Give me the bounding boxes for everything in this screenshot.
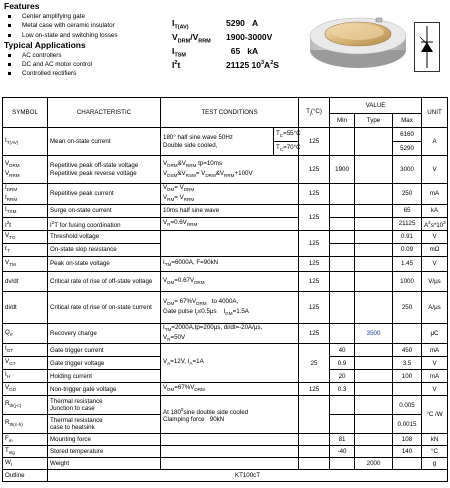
cell-type [355, 128, 393, 156]
cell-min [330, 292, 355, 324]
cell-conditions: $V_{DRM}\&V_{RRM}$ tp=10ms $V_{DSM}\&V_{RSM}=$ $V_{DRM}\&V_{RRM}+100V$ [161, 156, 299, 184]
table-row [3, 383, 448, 396]
cell-symbol: $W_t$ [3, 458, 48, 470]
feature-item: Center amplifying gate [4, 12, 214, 21]
cell-tj: 125 [299, 205, 330, 231]
application-item: DC and AC motor control [4, 60, 214, 69]
cell-type [355, 218, 393, 231]
cell-min [330, 231, 355, 244]
cell-unit: kN [422, 434, 448, 446]
cell-conditions: $V_{DM}= 67\%V_{DRM}$ to 4000A, Gate pulse $t_r\le 0.5\mu s$ $I_{GM}=1.5A$ [161, 292, 299, 324]
cell-symbol: dv/dt [3, 272, 48, 292]
cell-characteristic: Repetitive peak current [48, 184, 161, 205]
table-row [3, 324, 448, 344]
cell-characteristic: Mounting force [48, 434, 161, 446]
cell-unit: °C /W [422, 396, 448, 434]
cell-conditions: $V_R=0.6V_{RRM}$ [161, 218, 299, 231]
table-row [3, 434, 448, 446]
feature-item: Low on-state and switching losses [4, 31, 214, 40]
key-param-symbol: $I_{T(AV)}$ [172, 18, 189, 31]
thyristor-disc-photo [306, 8, 410, 75]
cell-conditions: $V_{DM}= V_{DRM}$ $V_{RM}= V_{RRM}$ [161, 184, 299, 205]
cell-max [393, 383, 422, 396]
cell-type [355, 383, 393, 396]
key-param-value: 65 kA [226, 46, 259, 56]
cell-unit: mΩ [422, 244, 448, 257]
cell-symbol: $I_{DRM}$ $I_{RRM}$ [3, 184, 48, 205]
table-row [3, 184, 448, 205]
cell-characteristic: Stored temperature [48, 446, 161, 458]
cell-max: 0.005 [393, 396, 422, 415]
cell-conditions: $V_{DM}=67\%V_{DRM}$ [161, 383, 299, 396]
cell-min [330, 324, 355, 344]
cell-type: 2000 [355, 458, 393, 470]
cell-max: 0.0015 [393, 415, 422, 434]
cell-min [330, 218, 355, 231]
cell-max: 3.5 [393, 357, 422, 370]
cell-symbol: $F_m$ [3, 434, 48, 446]
cell-characteristic: Holding current [48, 370, 161, 383]
header-characteristic: CHARACTERISTIC [48, 98, 161, 128]
cell-symbol: $Q_{rr}$ [3, 324, 48, 344]
cell-characteristic: Thermal resistance case to heatsink [48, 415, 161, 434]
cell-unit: mA [422, 370, 448, 383]
key-param-itav [172, 16, 322, 30]
cell-max: 0.09 [393, 244, 422, 257]
cell-unit: V [422, 257, 448, 272]
cell-characteristic: Threshold voltage [48, 231, 161, 244]
thyristor-symbol-icon [414, 22, 440, 72]
cell-tj: 125 [299, 292, 330, 324]
cell-unit: A/μs [422, 292, 448, 324]
cell-min: 40 [330, 344, 355, 357]
cell-tj: 125 [299, 272, 330, 292]
cell-type [355, 257, 393, 272]
cell-max: 5290 [393, 142, 422, 156]
cell-conditions: At $180^0\sin e$ double side cooled Clamping force 90kN [161, 396, 299, 434]
cell-tj [299, 446, 330, 458]
cell-tj: 125 [299, 128, 330, 156]
cell-tj: 125 [299, 324, 330, 344]
cell-tj [299, 458, 330, 470]
cell-tj [299, 434, 330, 446]
cell-symbol: Outline [3, 470, 48, 482]
cell-min [330, 257, 355, 272]
header-test-conditions: TEST CONDITIONS [161, 98, 299, 128]
cell-symbol: $V_{TO}$ [3, 231, 48, 244]
cell-type [355, 244, 393, 257]
cell-max: 0.91 [393, 231, 422, 244]
cell-symbol: $V_{GD}$ [3, 383, 48, 396]
cell-symbol: $I_{TSM}$ [3, 205, 48, 218]
cell-max: 140 [393, 446, 422, 458]
cell-conditions: 10ms half sine wave [161, 205, 299, 218]
cell-min: 0.9 [330, 357, 355, 370]
cell-unit: V [422, 231, 448, 244]
cell-conditions: $V_{DM}=0.67V_{DRM}$ [161, 272, 299, 292]
cell-symbol: $I^2t$ [3, 218, 48, 231]
cell-min: 20 [330, 370, 355, 383]
header-value: VALUE [330, 98, 422, 114]
table-row [3, 231, 448, 244]
cell-conditions: 180° half sine wave 50Hz Double side cooled, [161, 128, 274, 156]
features-title: Features [4, 1, 40, 11]
header-tj: $T_j(^\circ C)$ [299, 98, 330, 128]
cell-characteristic: Non-trigger gate voltage [48, 383, 161, 396]
cell-case-temp: $T_C=55^\circ C$ [274, 128, 299, 142]
key-param-symbol: $I_{TSM}$ [172, 46, 186, 59]
cell-tj [299, 396, 330, 434]
application-item: Controlled rectifiers [4, 69, 214, 78]
cell-symbol: $R_{th(j-c)}$ [3, 396, 48, 415]
cell-max: 1000 [393, 272, 422, 292]
cell-max: 250 [393, 292, 422, 324]
cell-symbol: $R_{th(c-h)}$ [3, 415, 48, 434]
cell-conditions: $V_A=12V$, $I_A=1A$ [161, 344, 299, 383]
table-row [3, 344, 448, 357]
key-param-symbol: $I^2t$ [172, 60, 181, 70]
cell-tj: 125 [299, 156, 330, 184]
table-row [3, 396, 448, 415]
cell-min [330, 184, 355, 205]
applications-title: Typical Applications [4, 39, 86, 50]
cell-unit: mA [422, 344, 448, 357]
cell-type [355, 415, 393, 434]
header-max: Max [393, 114, 422, 128]
table-header-row [3, 98, 448, 114]
cell-characteristic: Critical rate of rise of on-state current [48, 292, 161, 324]
cell-characteristic: Recovery charge [48, 324, 161, 344]
cell-tj: 125 [299, 383, 330, 396]
cell-max: 450 [393, 344, 422, 357]
cell-characteristic: Critical rate of rise of off-state voltage [48, 272, 161, 292]
cell-type [355, 184, 393, 205]
cell-characteristic: Gate trigger voltage [48, 357, 161, 370]
cell-type [355, 292, 393, 324]
application-item: AC controllers [4, 51, 214, 60]
cell-min [330, 128, 355, 156]
specifications-table [2, 97, 448, 482]
key-param-symbol: $V_{DRM}/V_{RRM}$ [172, 32, 211, 45]
cell-tj: 125 [299, 184, 330, 205]
cell-conditions: $I_{TM}=2000A,tp=200\mu s$, di/dt=-20A/μs, $V_R=50V$ [161, 324, 299, 344]
cell-characteristic: Gate trigger current [48, 344, 161, 357]
table-row [3, 257, 448, 272]
cell-conditions [161, 434, 299, 446]
key-parameters [172, 16, 322, 72]
cell-type: 3500 [355, 324, 393, 344]
key-param-value: 21125 $10^3A^2S$ [226, 60, 279, 70]
cell-conditions: $I_{TM}=6000A$, F=90kN [161, 257, 299, 272]
cell-max: 100 [393, 370, 422, 383]
cell-characteristic: Thermal resistance Junction to case [48, 396, 161, 415]
cell-min [330, 272, 355, 292]
cell-max: 21125 [393, 218, 422, 231]
cell-type [355, 446, 393, 458]
cell-min: 81 [330, 434, 355, 446]
cell-type [355, 370, 393, 383]
cell-tj: 125 [299, 257, 330, 272]
cell-min [330, 415, 355, 434]
cell-conditions [161, 231, 299, 257]
key-param-itsm [172, 44, 322, 58]
cell-unit: V [422, 383, 448, 396]
cell-unit: μC [422, 324, 448, 344]
cell-max: 3000 [393, 156, 422, 184]
cell-unit: $A^2s*10^3$ [422, 218, 448, 231]
cell-conditions [161, 446, 299, 458]
cell-tj: 125 [299, 231, 330, 257]
cell-type [355, 205, 393, 218]
cell-unit: A [422, 128, 448, 156]
cell-min [330, 396, 355, 415]
table-row [3, 446, 448, 458]
cell-type [355, 231, 393, 244]
cell-outline-value: KT100cT [48, 470, 448, 482]
cell-symbol: $V_{GT}$ [3, 357, 48, 370]
cell-characteristic: On-state slop resistance [48, 244, 161, 257]
cell-min: 0.3 [330, 383, 355, 396]
cell-symbol: $T_{stg}$ [3, 446, 48, 458]
cell-type [355, 434, 393, 446]
table-row [3, 156, 448, 184]
cell-max [393, 324, 422, 344]
cell-symbol: $I_{T(AV)}$ [3, 128, 48, 156]
table-row [3, 292, 448, 324]
header-min: Min [330, 114, 355, 128]
table-row [3, 128, 448, 142]
cell-max: 6160 [393, 128, 422, 142]
feature-item: Metal case with ceramic insulator [4, 21, 214, 30]
cell-max: 250 [393, 184, 422, 205]
header-unit: UNIT [422, 98, 448, 128]
cell-characteristic: Mean on-state current [48, 128, 161, 156]
key-param-i2t [172, 58, 322, 72]
cell-unit: kA [422, 205, 448, 218]
table-row [3, 218, 448, 231]
cell-max [393, 458, 422, 470]
cell-symbol: $I_H$ [3, 370, 48, 383]
table-row [3, 470, 448, 482]
cell-type [355, 344, 393, 357]
header-symbol: SYMBOL [3, 98, 48, 128]
cell-characteristic: Repetitive peak off-state voltage Repetitive peak reverse voltage [48, 156, 161, 184]
cell-min: 1900 [330, 156, 355, 184]
cell-symbol: $r_T$ [3, 244, 48, 257]
cell-type [355, 156, 393, 184]
cell-max: 1.45 [393, 257, 422, 272]
cell-characteristic: Surge on-state current [48, 205, 161, 218]
cell-case-temp: $T_C=70^\circ C$ [274, 142, 299, 156]
cell-characteristic: Weight [48, 458, 161, 470]
cell-max: 108 [393, 434, 422, 446]
cell-characteristic: $I^2T$ for fusing coordination [48, 218, 161, 231]
cell-min [330, 205, 355, 218]
key-param-value: 5290 A [226, 18, 259, 28]
cell-symbol: di/dt [3, 292, 48, 324]
cell-unit: °C [422, 446, 448, 458]
cell-min [330, 458, 355, 470]
cell-tj: 25 [299, 344, 330, 383]
cell-symbol: $V_{DRM}$ $V_{RRM}$ [3, 156, 48, 184]
key-param-value: 1900-3000V [226, 32, 273, 42]
table-row [3, 272, 448, 292]
cell-unit: mA [422, 184, 448, 205]
cell-unit: V [422, 357, 448, 370]
cell-symbol: $V_{TM}$ [3, 257, 48, 272]
table-row [3, 458, 448, 470]
header-type: Type [355, 114, 393, 128]
cell-conditions [161, 458, 299, 470]
cell-min [330, 244, 355, 257]
cell-type [355, 396, 393, 415]
key-param-vdrm [172, 30, 322, 44]
cell-unit: g [422, 458, 448, 470]
cell-max: 65 [393, 205, 422, 218]
table-row [3, 205, 448, 218]
cell-characteristic: Peak on-state voltage [48, 257, 161, 272]
cell-unit: V/μs [422, 272, 448, 292]
cell-symbol: $I_{GT}$ [3, 344, 48, 357]
cell-min: -40 [330, 446, 355, 458]
cell-type [355, 357, 393, 370]
cell-unit: V [422, 156, 448, 184]
cell-type [355, 272, 393, 292]
